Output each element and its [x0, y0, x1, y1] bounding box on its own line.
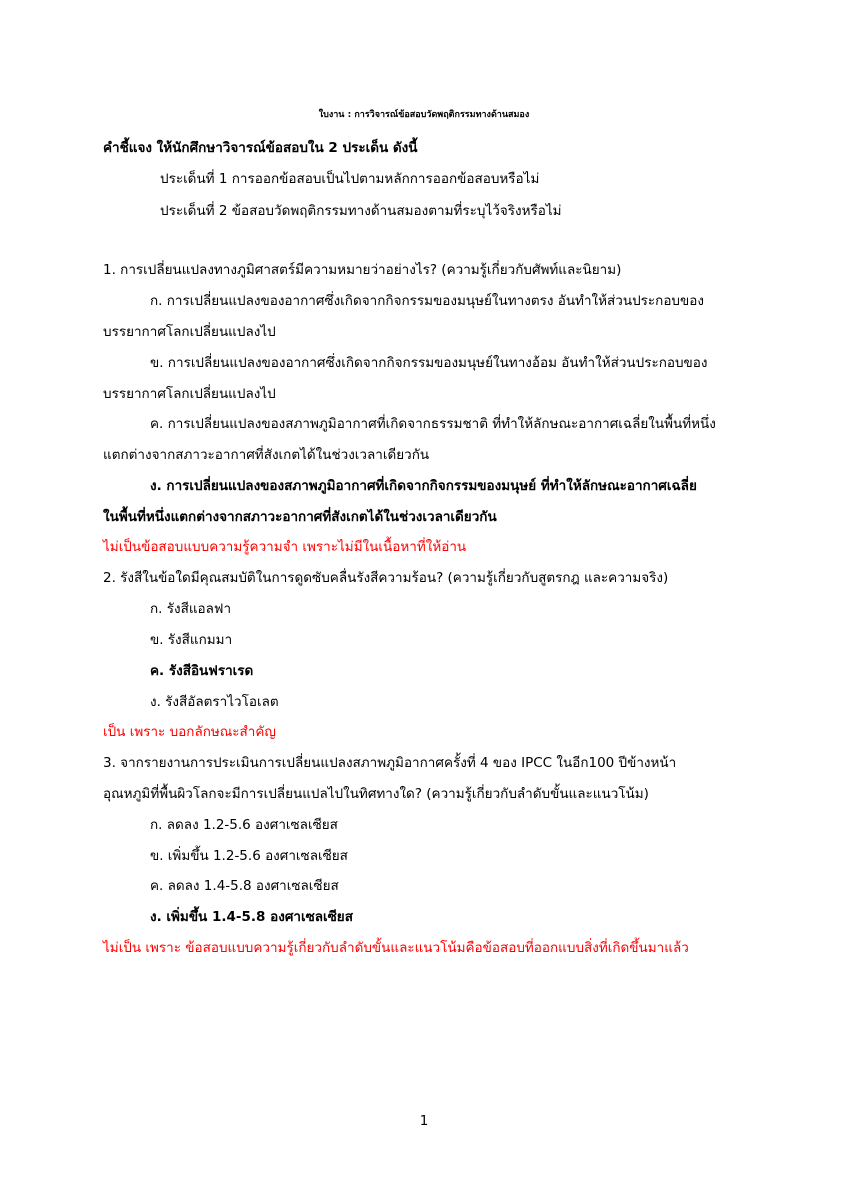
page-number: 1: [419, 1113, 429, 1129]
question-3-choice-c: ค. ลดลง 1.4-5.8 องศาเซลเซียส: [150, 878, 339, 894]
question-1-comment: ไม่เป็นข้อสอบแบบความรู้ความจำ เพราะไม่มีในเนื้อหาที่ให้อ่าน: [103, 539, 467, 555]
question-1-choice-b-line2: บรรยากาศโลกเปลี่ยนแปลงไป: [103, 386, 276, 402]
question-3-choice-a: ก. ลดลง 1.2-5.6 องศาเซลเซียส: [150, 817, 338, 833]
question-1-choice-d-line2: ในพื้นที่หนึ่งแตกต่างจากสภาวะอากาศที่สังเกตได้ในช่วงเวลาเดียวกัน: [103, 509, 497, 525]
question-3-comment: ไม่เป็น เพราะ ข้อสอบแบบความรู้เกี่ยวกับลำดับขั้นและแนวโน้มคือข้อสอบที่ออกแบบสิ่งที่เกิดขึ้นมาแล้ว: [103, 940, 689, 956]
question-2-comment: เป็น เพราะ บอกลักษณะสำคัญ: [103, 724, 276, 740]
instruction-point-2: ประเด็นที่ 2 ข้อสอบวัดพฤติกรรมทางด้านสมองตามที่ระบุไว้จริงหรือไม่: [160, 203, 562, 219]
page-title: ใบงาน : การวิจารณ์ข้อสอบวัดพฤติกรรมทางด้านสมอง: [318, 110, 530, 120]
question-2-choice-b: ข. รังสีแกมมา: [150, 632, 233, 648]
question-1-choice-c-line2: แตกต่างจากสภาวะอากาศที่สังเกตได้ในช่วงเวลาเดียวกัน: [103, 447, 430, 463]
question-1-choice-d-line1: ง. การเปลี่ยนแปลงของสภาพภูมิอากาศที่เกิดจากกิจกรรมของมนุษย์ ที่ทำให้ลักษณะอากาศเฉลี่ย: [150, 478, 697, 494]
question-1-choice-a-line2: บรรยากาศโลกเปลี่ยนแปลงไป: [103, 324, 276, 340]
question-3-text-line2: อุณหภูมิที่พื้นผิวโลกจะมีการเปลี่ยนแปลไปในทิศทางใด? (ความรู้เกี่ยวกับลำดับขั้นและแนวโน้ม): [103, 786, 649, 802]
question-1-choice-a-line1: ก. การเปลี่ยนแปลงของอากาศซึ่งเกิดจากกิจกรรมของมนุษย์ในทางตรง อันทำให้ส่วนประกอบของ: [150, 293, 704, 309]
question-3-choice-d: ง. เพิ่มขึ้น 1.4-5.8 องศาเซลเซียส: [150, 909, 353, 925]
question-2-choice-d: ง. รังสีอัลตราไวโอเลต: [150, 694, 279, 710]
instruction-point-1: ประเด็นที่ 1 การออกข้อสอบเป็นไปตามหลักการออกข้อสอบหรือไม่: [160, 171, 540, 187]
question-2-choice-a: ก. รังสีแอลฟา: [150, 601, 232, 617]
instructions-heading: คำชี้แจง ให้นักศึกษาวิจารณ์ข้อสอบใน 2 ประเด็น ดังนี้: [103, 140, 418, 156]
question-1-choice-c-line1: ค. การเปลี่ยนแปลงของสภาพภูมิอากาศที่เกิดจากธรรมชาติ ที่ทำให้ลักษณะอากาศเฉลี่ยในพื้นที่หนึ่ง: [150, 416, 716, 432]
question-3-text-line1: 3. จากรายงานการประเมินการเปลี่ยนแปลงสภาพภูมิอากาศครั้งที่ 4 ของ IPCC ในอีก100 ปีข้างหน้า: [103, 755, 677, 771]
question-1-choice-b-line1: ข. การเปลี่ยนแปลงของอากาศซึ่งเกิดจากกิจกรรมของมนุษย์ในทางอ้อม อันทำให้ส่วนประกอบของ: [150, 355, 708, 371]
question-2-text: 2. รังสีในข้อใดมีคุณสมบัติในการดูดซับคลื่นรังสีความร้อน? (ความรู้เกี่ยวกับสูตรกฎ และความจริง): [103, 570, 669, 586]
question-1-text: 1. การเปลี่ยนแปลงทางภูมิศาสตร์มีความหมายว่าอย่างไร? (ความรู้เกี่ยวกับศัพท์และนิยาม): [103, 262, 622, 278]
question-3-choice-b: ข. เพิ่มขึ้น 1.2-5.6 องศาเซลเซียส: [150, 848, 348, 864]
question-2-choice-c: ค. รังสีอินฟราเรด: [150, 663, 254, 679]
